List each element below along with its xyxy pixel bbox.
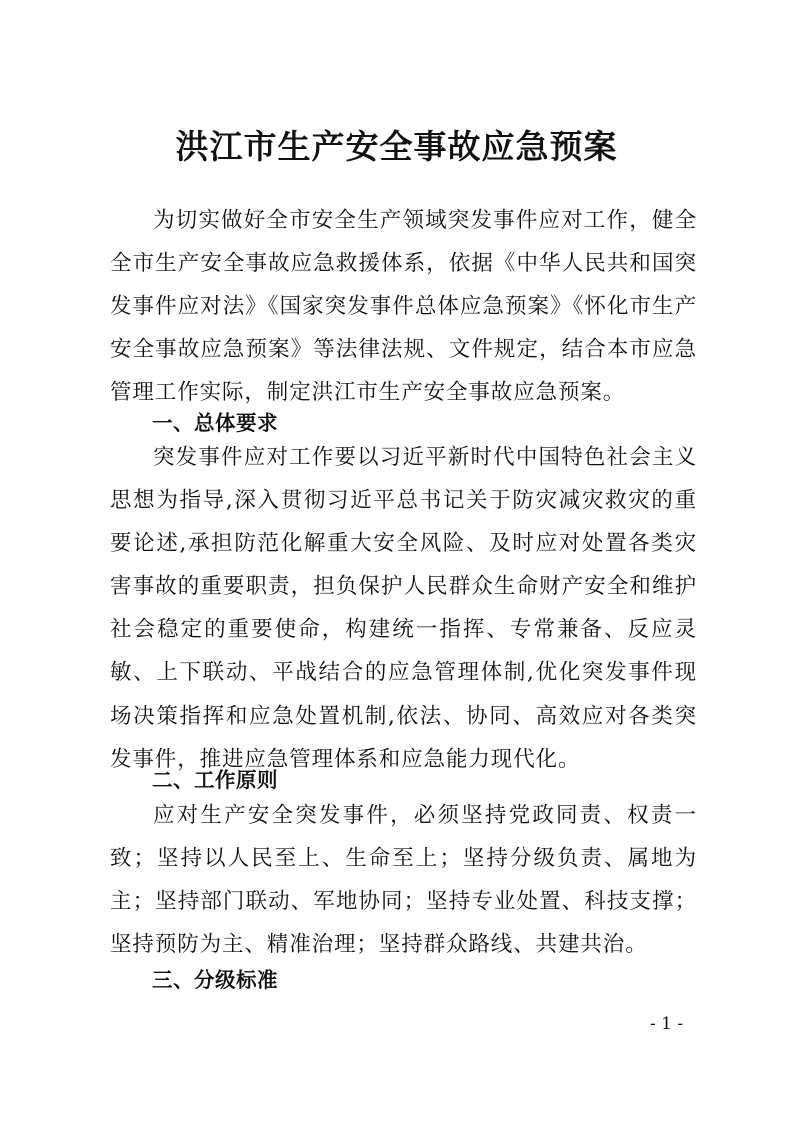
document-title: 洪江市生产安全事故应急预案: [175, 127, 618, 166]
section-paragraph-general-requirements: 突发事件应对工作要以习近平新时代中国特色社会主义思想为指导,深入贯彻习近平总书记关于防灾减灾救灾的重要论述,承担防范化解重大安全风险、及时应对处置各类灾害事故的重要职责，担负保护人民群众生命财产安全和维护社会稳定的重要使命，构建统一指挥、专常兼备、反应灵敏、上下联动、平战结合的应急管理体制,优化突发事件现场决策指挥和应急处置机制,依法、协同、高效应对各类突发事件，推进应急管理体系和应急能力现代化。: [110, 445, 697, 772]
section-paragraph-working-principles: 应对生产安全突发事件，必须坚持党政同责、权责一致；坚持以人民至上、生命至上；坚持分级负责、属地为主；坚持部门联动、军地协同；坚持专业处置、科技支撑；坚持预防为主、精准治理；坚持群众路线、共建共治。: [110, 803, 697, 958]
intro-paragraph: 为切实做好全市安全生产领域突发事件应对工作，健全全市生产安全事故应急救援体系，依据《中华人民共和国突发事件应对法》《国家突发事件总体应急预案》《怀化市生产安全事故应急预案》等法律法规、文件规定，结合本市应急管理工作实际，制定洪江市生产安全事故应急预案。: [110, 208, 697, 406]
section-heading-working-principles: 二、工作原则: [152, 768, 278, 792]
section-heading-general-requirements: 一、总体要求: [152, 411, 278, 435]
section-heading-grading-standards: 三、分级标准: [152, 968, 278, 992]
page-number: - 1 -: [650, 1014, 684, 1034]
